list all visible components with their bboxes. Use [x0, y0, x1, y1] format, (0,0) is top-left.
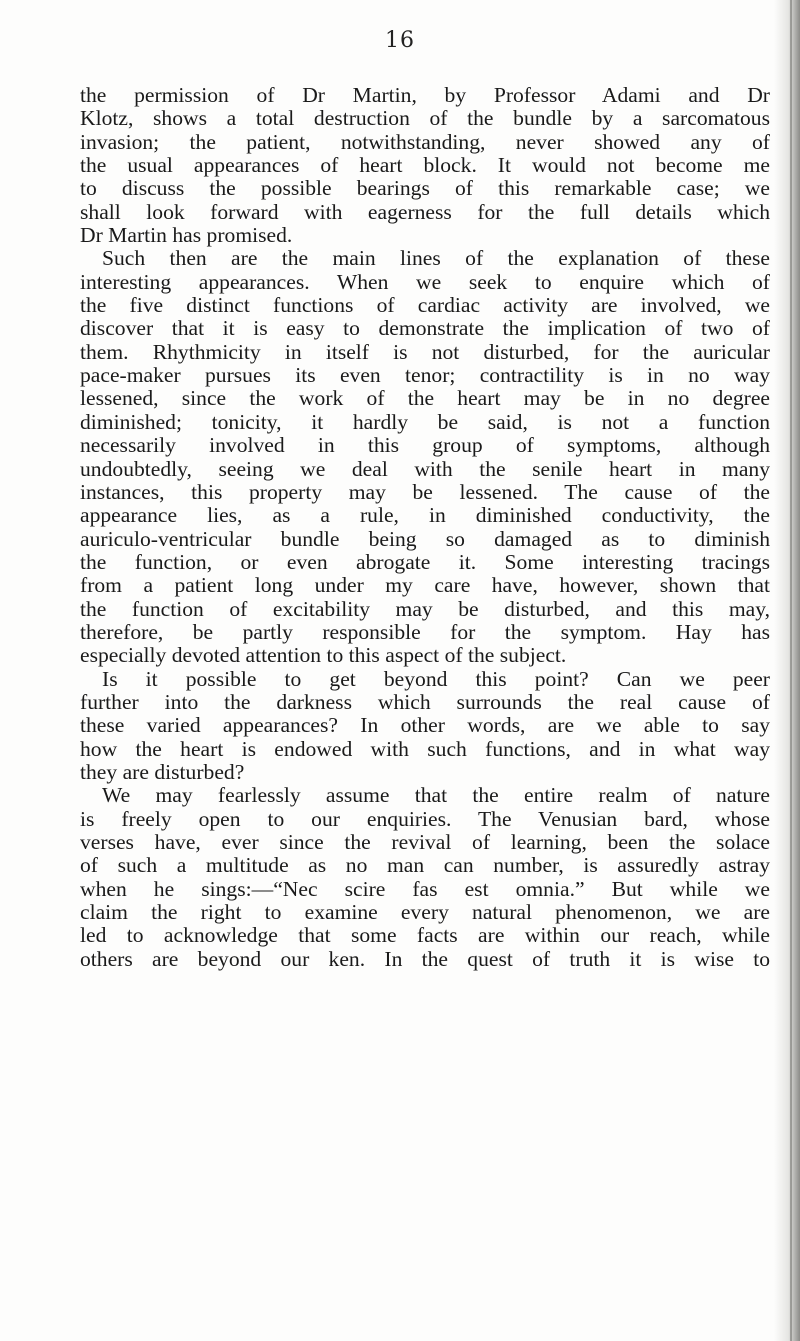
text-line: the function of excitability may be disturbed, and this may,: [80, 596, 770, 621]
text-line: pace-maker pursues its even tenor; contractility is in no way: [80, 363, 770, 388]
text-line: how the heart is endowed with such functions, and in what way: [80, 736, 770, 761]
text-line: shall look forward with eagerness for the full details which: [80, 199, 770, 224]
text-line: discover that it is easy to demonstrate the implication of two of: [80, 316, 770, 341]
text-line: others are beyond our ken. In the quest of truth it is wise to: [80, 946, 770, 971]
text-line: undoubtedly, seeing we deal with the senile heart in many: [80, 456, 770, 481]
text-line: lessened, since the work of the heart may be in no degree: [80, 386, 770, 411]
page-edge-shadow: [774, 0, 800, 1341]
text-line: necessarily involved in this group of symptoms, although: [80, 433, 770, 458]
text-line: the function, or even abrogate it. Some interesting tracings: [80, 549, 770, 574]
text-line: further into the darkness which surrounds the real cause of: [80, 689, 770, 714]
text-line: from a patient long under my care have, however, shown that: [80, 573, 770, 598]
text-line: they are disturbed?: [80, 759, 245, 784]
text-line: the usual appearances of heart block. It would not become me: [80, 153, 770, 178]
text-line: of such a multitude as no man can number, is assuredly astray: [80, 853, 770, 878]
text-line: auriculo-ventricular bundle being so damaged as to diminish: [80, 526, 770, 551]
text-line: the five distinct functions of cardiac activity are involved, we: [80, 293, 770, 318]
text-line: Is it possible to get beyond this point? Can we peer: [102, 666, 770, 691]
text-line: especially devoted attention to this aspect of the subject.: [80, 643, 567, 668]
text-line: them. Rhythmicity in itself is not disturbed, for the auricular: [80, 339, 770, 364]
text-line: invasion; the patient, notwithstanding, never showed any of: [80, 129, 770, 154]
page-edge-line: [790, 0, 792, 1341]
text-line: the permission of Dr Martin, by Professor Adami and Dr: [80, 83, 770, 107]
text-line: instances, this property may be lessened. The cause of the: [80, 479, 770, 504]
body-text: [80, 84, 770, 971]
page-number: 16: [385, 28, 415, 53]
text-line: verses have, ever since the revival of learning, been the solace: [80, 830, 770, 854]
text-line: Klotz, shows a total destruction of the bundle by a sarcomatous: [80, 106, 770, 131]
text-line: led to acknowledge that some facts are within our reach, while: [80, 923, 770, 948]
text-line: We may fearlessly assume that the entire realm of nature: [102, 783, 770, 808]
text-line: when he sings:—“Nec scire fas est omnia.” But while we: [80, 876, 770, 901]
text-line: these varied appearances? In other words, are we able to say: [80, 713, 770, 738]
text-line: interesting appearances. When we seek to enquire which of: [80, 269, 770, 294]
text-line: Dr Martin has promised.: [80, 223, 293, 248]
text-line: Such then are the main lines of the explanation of these: [102, 246, 770, 271]
text-line: claim the right to examine every natural phenomenon, we are: [80, 900, 770, 925]
text-line: diminished; tonicity, it hardly be said, is not a function: [80, 409, 770, 434]
text-line: is freely open to our enquiries. The Venusian bard, whose: [80, 806, 770, 831]
text-line: to discuss the possible bearings of this remarkable case; we: [80, 176, 770, 201]
text-line: therefore, be partly responsible for the symptom. Hay has: [80, 619, 770, 644]
text-line: appearance lies, as a rule, in diminished conductivity, the: [80, 503, 770, 528]
